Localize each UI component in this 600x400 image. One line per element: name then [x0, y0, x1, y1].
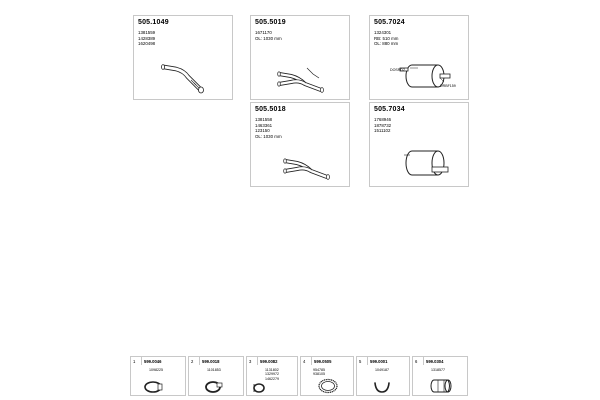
fitting-card-2[interactable]: [188, 356, 244, 396]
part-card-505-7024[interactable]: [369, 15, 469, 100]
fitting-number: 4: [303, 359, 306, 364]
fitting-card-6[interactable]: [412, 356, 468, 396]
fitting-card-4[interactable]: [300, 356, 354, 396]
fitting-header: [357, 357, 409, 365]
part-refs: [255, 30, 282, 41]
exhaust-pipe-icon: [156, 61, 216, 97]
ref-line: 1329972: [265, 372, 279, 377]
part-refs: [138, 30, 155, 47]
y-pipe-icon: [279, 151, 339, 183]
sleeve-icon: [427, 377, 455, 395]
ref-line: OL: 1030 mm: [255, 35, 282, 41]
fitting-header: [301, 357, 353, 365]
hook-icon: [371, 379, 393, 395]
ref-line: 1620498: [138, 41, 156, 47]
ref-line: 1381558: [255, 117, 273, 122]
part-refs: [374, 30, 398, 47]
part-code: 505.5019: [255, 19, 286, 26]
fitting-card-3[interactable]: [246, 356, 298, 396]
ref-line: 1768946: [374, 117, 392, 122]
fitting-header: [247, 357, 297, 365]
fitting-number: 6: [415, 359, 418, 364]
ref-line: 1101853: [207, 368, 221, 372]
fitting-code: 599.0082: [260, 359, 278, 364]
ref-line: OL: 1030 mm: [255, 133, 282, 139]
fitting-code: 599.0505: [314, 359, 332, 364]
fitting-refs: [265, 368, 279, 381]
y-pipe-icon: [273, 64, 333, 96]
fitting-header: [131, 357, 185, 365]
ref-line: 1324301: [374, 30, 392, 35]
fitting-code: 599.0001: [370, 359, 388, 364]
clamp-icon: [141, 379, 165, 395]
part-card-505-1049[interactable]: [133, 15, 233, 100]
silencer-icon: [392, 143, 462, 185]
silencer-icon: [388, 54, 458, 98]
ref-line: 1462279: [265, 376, 279, 381]
fitting-number: 3: [249, 359, 252, 364]
ref-line: 1381559: [138, 30, 156, 35]
part-refs: [255, 117, 282, 139]
part-code: 505.7034: [374, 106, 405, 113]
ref-line: 938105: [313, 372, 325, 377]
fitting-refs: [431, 368, 445, 372]
ref-line: 123150: [255, 128, 270, 134]
fitting-refs: [375, 368, 389, 372]
part-card-505-7034[interactable]: [369, 102, 469, 187]
ref-line: 954785: [313, 368, 325, 372]
part-code: 505.1049: [138, 19, 169, 26]
part-card-505-5019[interactable]: [250, 15, 350, 100]
part-code: 505.7024: [374, 19, 405, 26]
ring-clamp-icon: [201, 379, 225, 395]
ref-line: OL: 880 mm: [374, 41, 399, 47]
fitting-refs: [313, 368, 325, 377]
fitting-code: 599.0046: [144, 359, 162, 364]
ref-line: 1878732: [374, 122, 392, 128]
fitting-refs: [149, 368, 163, 372]
ref-line: 1098225: [149, 368, 163, 372]
ref-line: 1428389: [138, 35, 156, 41]
ref-line: 1131802: [265, 368, 279, 372]
ref-line: 1318577: [431, 368, 445, 372]
part-refs: [374, 117, 391, 134]
ref-line: 1511102: [374, 128, 391, 134]
ref-line: 1671170: [255, 30, 272, 35]
fitting-number: 2: [191, 359, 194, 364]
ref-line: RB: 510 mm: [374, 35, 399, 41]
fitting-number: 1: [133, 359, 136, 364]
fitting-header: [413, 357, 467, 365]
fitting-code: 599.0304: [426, 359, 444, 364]
part-code: 505.5018: [255, 106, 286, 113]
u-clamp-icon: [251, 381, 267, 395]
gasket-ring-icon: [315, 377, 341, 395]
silencer-inlet-label: DOSRD2: [390, 68, 405, 72]
fitting-refs: [207, 368, 221, 372]
fitting-header: [189, 357, 243, 365]
part-card-505-5018[interactable]: [250, 102, 350, 187]
ref-line: 1049187: [375, 368, 389, 372]
fitting-card-5[interactable]: [356, 356, 410, 396]
fitting-code: 599.0018: [202, 359, 220, 364]
ref-line: 1463361: [255, 122, 273, 128]
fitting-number: 5: [359, 359, 362, 364]
fitting-card-1[interactable]: [130, 356, 186, 396]
silencer-outlet-label: DRBF159: [440, 84, 456, 88]
